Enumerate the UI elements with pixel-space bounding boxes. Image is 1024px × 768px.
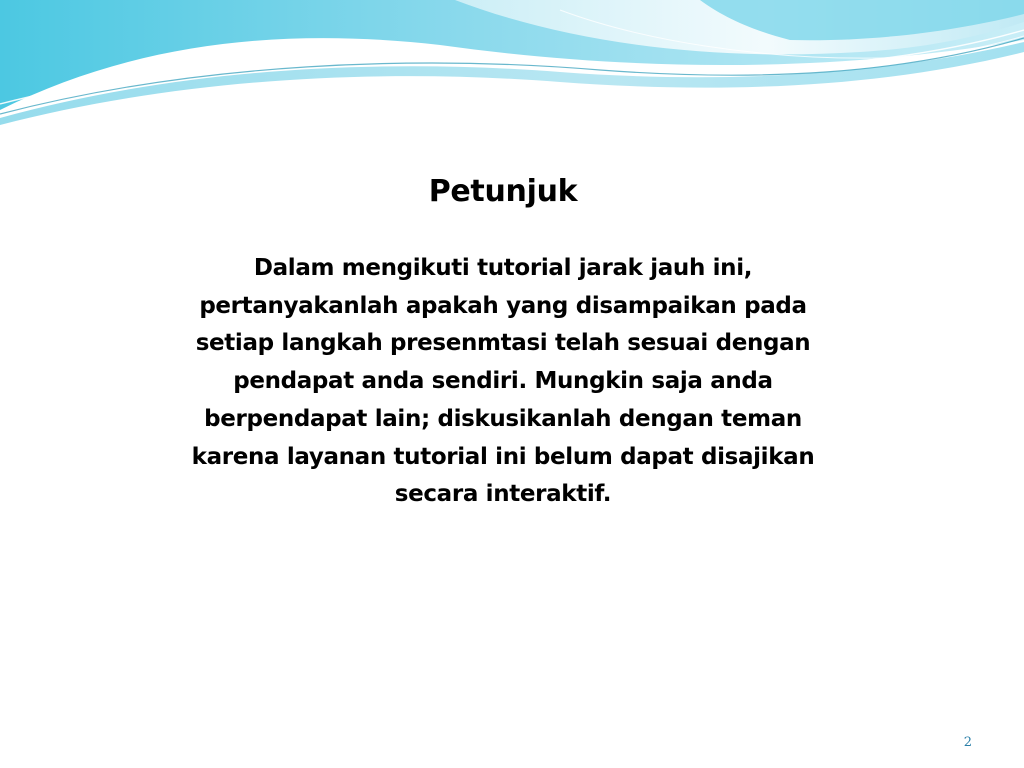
page-number: 2 [963,735,972,750]
header-wave-decoration [0,0,1024,130]
slide-title: Petunjuk [428,174,578,209]
slide-body-text: Dalam mengikuti tutorial jarak jauh ini, pertanyakanlah apakah yang disampaikan pada setiap langkah presenmtasi telah sesuai dengan pendapat anda sendiri. Mungkin saja anda berpendapat lain; diskusikanlah dengan teman karena layanan tutorial ini belum dapat disajikan secara interaktif. [191,255,815,508]
